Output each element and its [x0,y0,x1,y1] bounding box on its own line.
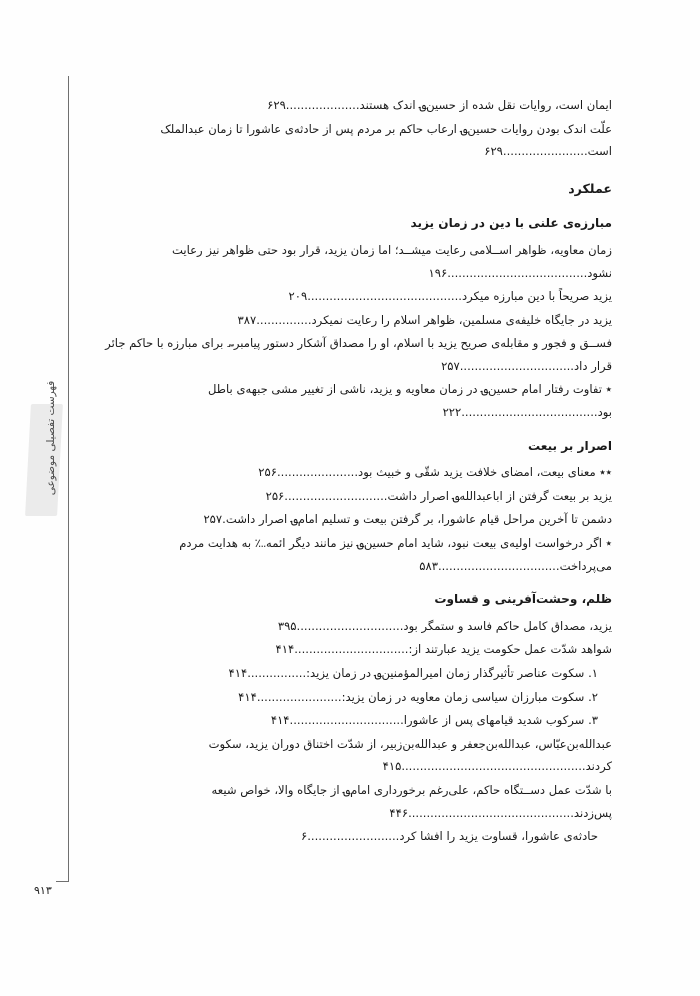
toc-entry-leader: .................................................. [401,759,586,774]
toc-entry[interactable] [104,779,612,824]
toc-entry-text: ۳. سرکوب شدید قیامهای پس از عاشورا [403,713,598,728]
toc-entry-page-number: ۶۲۹ [484,144,503,159]
toc-entry-leader: ....................... [256,689,342,704]
toc-entry-page-number: ۵۸۳ [419,558,438,573]
toc-entry-leader: .......................................... [307,289,462,304]
toc-entry-page-number: ۲۵۷ [203,512,223,527]
toc-entry-page-number: ۴۱۴ [238,689,257,704]
toc-entry-page-number: ۲۵۶ [265,488,285,503]
toc-entry-page-number: ۲۵۷ [441,358,460,373]
toc-entry-leader: ..................................... [461,405,598,420]
toc-entry-page-number: ۶۲۹ [267,98,286,112]
toc-subsection-heading: اصرار بر بیعت [527,438,612,453]
toc-entry-page-number: ۴۱۴ [228,665,248,680]
toc-entry-leader: . [222,512,226,527]
toc-entry-text: فســق و فجور و مقابله‌ی صریح یزید با اسلام، او را مصداق آشکار دستور پیامبر؄ برای مبارزه با حاکم جائر قرار داد [105,336,612,373]
toc-entry[interactable] [104,309,612,332]
side-tab-background [25,404,63,516]
toc-entry-text: یزید صریحاً با دین مبارزه میکرد [461,289,612,304]
toc-entry-leader: ............................................. [408,805,574,820]
page-number: ۹۱۳ [34,884,52,897]
toc-entry-page-number: ۴۴۶ [389,805,409,820]
toc-entry-leader: ................ [247,665,307,680]
toc-section-heading: عملکرد [568,180,612,196]
toc-entry-page-number: ۲۰۹ [288,289,308,304]
toc-entry-text: زمان معاویه، ظواهر اســلامی رعایت میشــد؛ اما زمان یزید، قرار بود حتی ظواهر نیز رعایت نشود [171,242,612,280]
toc-entry-page-number: ۳۸۷ [237,312,257,327]
toc-entry[interactable] [104,332,612,377]
margin-rule [68,76,69,882]
toc-entry-text: یزید در جایگاه خلیفه‌ی مسلمین، ظواهر اسلام را رعایت نمیکرد [311,312,612,327]
toc-entry-text: ٭٭ معنای بیعت، امضای خلافت یزید شقّی و خبیث بود [358,465,612,480]
toc-entry-text: ۱. سکوت عناصر تأثیرگذار زمان امیرالمؤمنین؈ در زمان یزید: [306,665,598,680]
toc-entry-page-number: ۴۱۴ [275,642,295,657]
toc-entry-leader: ......................... [307,829,400,844]
toc-entry-leader: ...................... [276,465,359,480]
toc-entry[interactable] [104,461,612,484]
toc-entry-page-number: ۳۹۵ [277,618,297,633]
toc-entry-text: ٭ اگر درخواست اولیه‌ی بیعت نبود، شاید امام حسین؈ نیز مانند دیگر ائمه؊ به هدایت مردم می‌پرداخت [179,536,612,573]
toc-entry-text: یزید بر بیعت گرفتن از اباعبدالله؈ اصرار داشت [387,488,612,503]
toc-entry-leader: ............................... [294,642,409,657]
toc-entry-text: ٭ تفاوت رفتار امام حسین؈ در زمان معاویه و یزید، ناشی از تغییر مشی جبهه‌ی باطل بود [208,382,612,420]
toc-entry[interactable] [104,118,612,163]
toc-entry-leader: ............... [256,312,312,327]
toc-entry-leader: ............................... [459,358,574,373]
toc-entry-leader: ....................... [502,144,588,159]
toc-entry-leader: ...................................... [447,265,588,280]
toc-entry[interactable] [104,686,612,709]
toc-entry-text: دشمن تا آخرین مراحل قیام عاشورا، بر گرفتن بیعت و تسلیم امام؈ اصرار داشت [225,512,612,527]
toc-subsection-heading: مبارزه‌ی علنی با دین در زمان یزید [410,216,612,231]
toc-entry-text: عبدالله‌بن‌عبّاس، عبدالله‌بن‌جعفر و عبدالله‌بن‌زبیر، از شدّت اختناق دوران یزید، سکوت کردند [208,736,612,774]
toc-entry[interactable] [104,532,612,577]
toc-entry[interactable] [104,239,612,284]
toc-entry[interactable] [104,94,612,117]
toc-entry-text: علّت اندک بودن روایات حسین؈ ارعاب حاکم بر مردم پس از حادثه‌ی عاشورا تا زمان عبدالملک است [160,121,612,159]
margin-rule-foot [56,881,69,882]
toc-entry-page-number: ۶ [301,829,308,844]
toc-entry[interactable] [104,508,612,531]
toc-entry[interactable] [104,615,612,638]
toc-entry[interactable] [104,485,612,508]
toc-entry[interactable] [104,285,612,308]
toc-entry[interactable] [104,378,612,423]
toc-entry-leader: ................................. [437,558,560,573]
toc-entry-leader: .................... [285,98,360,112]
toc-entry[interactable] [104,825,612,848]
toc-entry[interactable] [104,709,612,732]
toc-entry-leader: ............................... [289,713,404,728]
toc-entry-leader: ............................. [296,618,404,633]
side-tab-label: فهرست تفصیلی موضوعی [45,380,57,496]
toc-entry[interactable] [104,638,612,661]
toc-entry-text: ۲. سکوت مبارزان سیاسی زمان معاویه در زمان یزید: [341,689,598,704]
toc-entry-text: حادثه‌ی عاشورا، قساوت یزید را افشا کرد [399,829,598,844]
toc-entry-page-number: ۲۵۶ [258,465,277,480]
toc-entry-page-number: ۱۹۶ [428,265,448,280]
toc-entry-text: یزید، مصداق کامل حاکم فاسد و ستمگر بود [403,618,612,633]
toc-entry-text: با شدّت عمل دســتگاه حاکم، علی‌رغم برخورداری امام؈ از جایگاه والا، خواص شیعه پس‌زدند [211,782,612,820]
toc-entry[interactable] [104,733,612,778]
toc-entry-text: ایمان است، روایات نقل شده از حسین؈ اندک هستند [359,98,612,112]
toc-entry-text: شواهد شدّت عمل حکومت یزید عبارتند از: [408,642,612,657]
toc-entry-page-number: ۴۱۵ [382,759,402,774]
toc-entry-page-number: ۲۲۲ [442,405,462,420]
toc-entry-page-number: ۴۱۴ [270,713,290,728]
toc-entry-leader: ............................ [284,488,388,503]
table-of-contents [104,94,612,849]
toc-subsection-heading: ظلم، وحشت‌آفرینی و قساوت [434,592,612,607]
toc-entry[interactable] [104,662,612,685]
